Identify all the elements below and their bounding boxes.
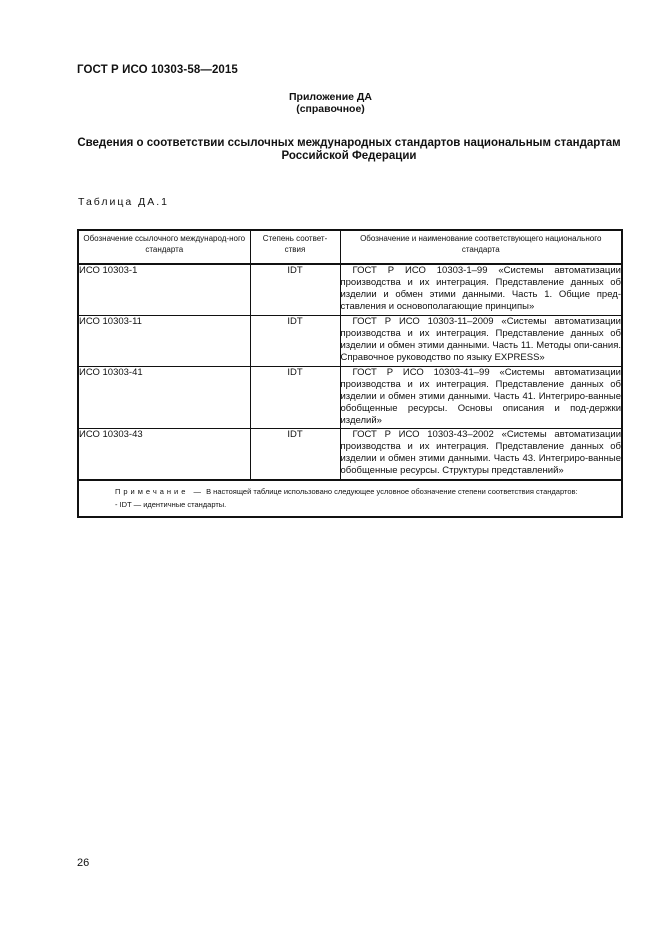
page-number: 26 — [77, 857, 90, 869]
national-standard-cell: ГОСТ Р ИСО 10303-41–99 «Системы автоматизации производства и их интеграция. Представление данных об изделии и обмен этими данными. Часть 41. Интегриро-ванные обобщенные ресурсы. Основы описания и под-держки изделий» — [340, 367, 622, 429]
national-standard-cell: ГОСТ Р ИСО 10303-1–99 «Системы автоматизации производства и их интеграция. Представление данных об изделии и обмен этими данными. Часть 1. Общие пред-ставления и основополагающие принципы» — [340, 264, 622, 316]
table-note — [78, 480, 622, 517]
column-header-international: Обозначение ссылочного международ-ного стандарта — [78, 230, 250, 264]
note-item: - IDT — идентичные стандарты. — [115, 500, 227, 509]
degree-cell: IDT — [250, 367, 340, 429]
annex-heading-line2: Российской Федерации — [281, 150, 417, 162]
note-text: В настоящей таблице использовано следующее условное обозначение степени соответствия стандартов: — [206, 487, 578, 496]
table-label: Таблица ДА.1 — [78, 196, 169, 208]
table-row — [78, 429, 622, 481]
annex-header — [0, 91, 661, 115]
intl-standard-cell: ИСО 10303-41 — [78, 367, 250, 429]
table-row — [78, 316, 622, 367]
annex-title: Приложение ДА — [289, 91, 372, 103]
standards-table — [77, 229, 623, 518]
degree-cell: IDT — [250, 429, 340, 481]
degree-cell: IDT — [250, 264, 340, 316]
column-header-national: Обозначение и наименование соответствующего национального стандарта — [340, 230, 622, 264]
national-standard-cell: ГОСТ Р ИСО 10303-43–2002 «Системы автоматизации производства и их интеграция. Представление данных об изделии и обмен этими данными. Часть 43. Интегриро-ванные обобщенные ресурсы. Структуры представлений» — [340, 429, 622, 481]
intl-standard-cell: ИСО 10303-43 — [78, 429, 250, 481]
annex-subtitle: (справочное) — [296, 103, 365, 115]
table-row — [78, 367, 622, 429]
intl-standard-cell: ИСО 10303-1 — [78, 264, 250, 316]
column-header-degree: Степень соответ-ствия — [250, 230, 340, 264]
table-note-row — [78, 480, 622, 517]
table-row — [78, 264, 622, 316]
table-header-row — [78, 230, 622, 264]
document-code: ГОСТ Р ИСО 10303-58—2015 — [77, 64, 238, 76]
national-standard-cell: ГОСТ Р ИСО 10303-11–2009 «Системы автоматизации производства и их интеграция. Представление данных об изделии и обмен этими данными. Часть 11. Методы опи-сания. Справочное руководство по языку EXPRESS» — [340, 316, 622, 367]
note-text-line — [83, 486, 617, 497]
note-label: Примечание — — [115, 487, 204, 496]
intl-standard-cell: ИСО 10303-11 — [78, 316, 250, 367]
annex-heading-line1: Сведения о соответствии ссылочных международных стандартов национальным стандартам — [77, 137, 621, 149]
annex-heading — [77, 137, 621, 163]
degree-cell: IDT — [250, 316, 340, 367]
